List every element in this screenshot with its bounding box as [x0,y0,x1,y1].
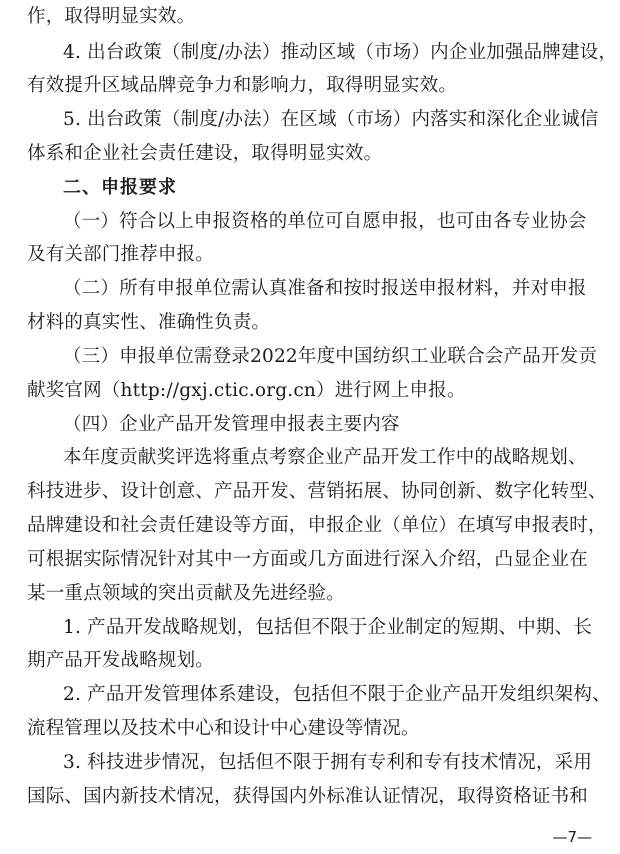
text-line: 及有关部门推荐申报。 [27,244,215,265]
text-line: （二）所有申报单位需认真准备和按时报送申报材料，并对申报 [63,278,587,299]
text-line: 2. 产品开发管理体系建设，包括但不限于企业产品开发组织架构、 [63,684,611,705]
text-line: 可根据实际情况针对其中一方面或几方面进行深入介绍，凸显企业在 [27,549,589,570]
text-line: 3. 科技进步情况，包括但不限于拥有专利和专有技术情况，采用 [63,752,593,773]
text-line: 作，取得明显实效。 [27,6,196,27]
page-number: —7— [552,828,592,846]
text-line: （四）企业产品开发管理申报表主要内容 [63,414,400,435]
text-line: 国际、国内新技术情况，获得国内外标准认证情况，取得资格证书和 [27,786,589,807]
text-line: 有效提升区域品牌竞争力和影响力，取得明显实效。 [27,75,458,96]
text-line: 体系和企业社会责任建设，取得明显实效。 [27,143,383,164]
text-line: （一）符合以上申报资格的单位可自愿申报，也可由各专业协会 [63,211,587,232]
text-line: 流程管理以及技术中心和设计中心建设等情况。 [27,718,420,739]
section-heading: 二、申报要求 [63,177,177,198]
text-line: 5. 出台政策（制度/办法）在区域（市场）内落实和深化企业诚信 [63,109,599,130]
text-line: 1. 产品开发战略规划，包括但不限于企业制定的短期、中期、长 [63,617,593,638]
text-line: （三）申报单位需登录2022年度中国纺织工业联合会产品开发贡 [63,346,598,367]
text-line: 科技进步、设计创意、产品开发、营销拓展、协同创新、数字化转型、 [27,481,607,502]
text-line: 4. 出台政策（制度/办法）推动区域（市场）内企业加强品牌建设， [63,42,618,63]
text-line: 献奖官网（http://gxj.ctic.org.cn）进行网上申报。 [27,380,466,401]
text-line: 本年度贡献奖评选将重点考察企业产品开发工作中的战略规划、 [63,447,587,468]
text-line: 某一重点领域的突出贡献及先进经验。 [27,583,345,604]
text-line: 品牌建设和社会责任建设等方面，申报企业（单位）在填写申报表时， [27,515,607,536]
text-line: 材料的真实性、准确性负责。 [27,312,271,333]
text-line: 期产品开发战略规划。 [27,650,215,671]
